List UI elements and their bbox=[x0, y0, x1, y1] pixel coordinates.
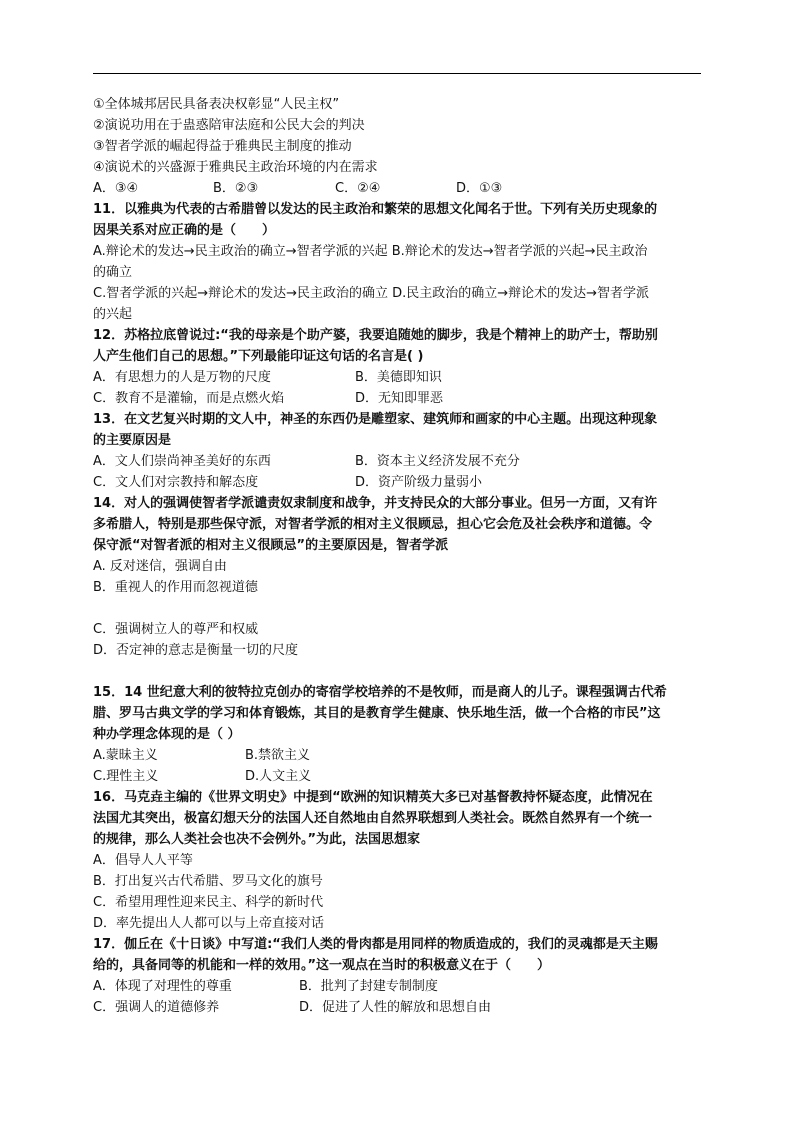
q17-stem-line-1: 17．伽丘在《十日谈》中写道:“我们人类的骨肉都是用同样的物质造成的，我们的灵魂都是天主赐 bbox=[93, 937, 658, 952]
q14-option-a: A. 反对迷信，强调自由 bbox=[93, 559, 227, 574]
q17-option-d: D．促进了人性的解放和思想自由 bbox=[299, 1000, 492, 1015]
q17-stem-line-2: 给的，具备同等的机能和一样的效用。”这一观点在当时的积极意义在于（ ） bbox=[93, 958, 551, 973]
q12-options-row-2 bbox=[93, 388, 705, 409]
q17-option-c: C．强调人的道德修养 bbox=[93, 1000, 220, 1015]
q15-options-row-2 bbox=[93, 766, 705, 787]
statement-3: ③智者学派的崛起得益于雅典民主制度的推动 bbox=[93, 139, 352, 154]
q17-option-b: B．批判了封建专制制度 bbox=[299, 979, 438, 994]
q11-option-line-3: C.智者学派的兴起→辩论术的发达→民主政治的确立 D.民主政治的确立→辩论术的发达→智者学派 bbox=[93, 286, 650, 301]
q14-stem-line-2: 多希腊人，特别是那些保守派，对智者学派的相对主义很顾忌，担心它会危及社会秩序和道德。令 bbox=[93, 517, 653, 532]
q13-options-row-1 bbox=[93, 451, 705, 472]
header-rule bbox=[93, 73, 701, 74]
q12-stem-line-2: 人产生他们自己的思想。”下列最能印证这句话的名言是( ) bbox=[93, 349, 424, 364]
q13-option-c: C．文人们对宗教持和解态度 bbox=[93, 475, 259, 490]
q15-option-b: B.禁欲主义 bbox=[245, 748, 311, 763]
q16-option-c: C．希望用理性迎来民主、科学的新时代 bbox=[93, 895, 324, 910]
q11-option-line-4: 的兴起 bbox=[93, 307, 133, 322]
q10-options bbox=[93, 178, 705, 199]
q13-option-d: D．资产阶级力量弱小 bbox=[355, 475, 483, 490]
q14-option-b: B．重视人的作用而忽视道德 bbox=[93, 580, 258, 595]
q16-stem-line-2: 法国尤其突出，极富幻想天分的法国人还自然地由自然界联想到人类社会。既然自然界有一个统一 bbox=[93, 811, 653, 826]
q11-stem-line-1: 11．以雅典为代表的古希腊曾以发达的民主政治和繁荣的思想文化闻名于世。下列有关历史现象的 bbox=[93, 202, 658, 217]
q15-stem-line-1: 15．14 世纪意大利的彼特拉克创办的寄宿学校培养的不是牧师，而是商人的儿子。课程强调古代希 bbox=[93, 685, 667, 700]
q12-options-row-1 bbox=[93, 367, 705, 388]
q17-options-row-1 bbox=[93, 976, 705, 997]
q14-option-c: C．强调树立人的尊严和权威 bbox=[93, 622, 259, 637]
q11-stem-line-2: 因果关系对应正确的是（ ） bbox=[93, 223, 276, 238]
q17-options-row-2 bbox=[93, 997, 705, 1018]
q15-stem-line-3: 种办学理念体现的是（ ） bbox=[93, 727, 241, 742]
q16-option-a: A．倡导人人平等 bbox=[93, 853, 193, 868]
q15-options-row-1 bbox=[93, 745, 705, 766]
q16-option-b: B．打出复兴古代希腊、罗马文化的旗号 bbox=[93, 874, 323, 889]
q12-option-c: C．教育不是灌输，而是点燃火焰 bbox=[93, 391, 285, 406]
q11-option-line-2: 的确立 bbox=[93, 265, 133, 280]
q12-option-d: D．无知即罪恶 bbox=[355, 391, 444, 406]
q13-stem-line-1: 13．在文艺复兴时期的文人中，神圣的东西仍是雕塑家、建筑师和画家的中心主题。出现这种现象 bbox=[93, 412, 658, 427]
q12-option-b: B．美德即知识 bbox=[355, 370, 442, 385]
q12-option-a: A．有思想力的人是万物的尺度 bbox=[93, 370, 271, 385]
q14-stem-line-1: 14．对人的强调使智者学派谴责奴隶制度和战争，并支持民众的大部分事业。但另一方面，又有许 bbox=[93, 496, 658, 511]
q14-stem-line-3: 保守派“对智者派的相对主义很顾忌”的主要原因是，智者学派 bbox=[93, 538, 449, 553]
q14-option-d: D．否定神的意志是衡量一切的尺度 bbox=[93, 643, 299, 658]
q13-option-a: A．文人们崇尚神圣美好的东西 bbox=[93, 454, 271, 469]
q16-stem-line-3: 的规律，那么人类社会也决不会例外。”为此，法国思想家 bbox=[93, 832, 421, 847]
q16-stem-line-1: 16．马克垚主编的《世界文明史》中提到“欧洲的知识精英大多已对基督教持怀疑态度，此情况在 bbox=[93, 790, 653, 805]
statement-2: ②演说功用在于蛊惑陪审法庭和公民大会的判决 bbox=[93, 118, 365, 133]
q13-stem-line-2: 的主要原因是 bbox=[93, 433, 172, 448]
q10-option-d: D．①③ bbox=[456, 181, 503, 196]
q15-stem-line-2: 腊、罗马古典文学的学习和体育锻炼，其目的是教育学生健康、快乐地生活，做一个合格的市民”这 bbox=[93, 706, 661, 721]
q12-stem-line-1: 12．苏格拉底曾说过:“我的母亲是个助产婆，我要追随她的脚步，我是个精神上的助产士，帮助别 bbox=[93, 328, 658, 343]
question-sheet bbox=[93, 94, 705, 1018]
q10-option-c: C．②④ bbox=[335, 181, 381, 196]
q16-option-d: D．率先提出人人都可以与上帝直接对话 bbox=[93, 916, 325, 931]
q15-option-c: C.理性主义 bbox=[93, 769, 159, 784]
q10-option-a: A．③④ bbox=[93, 181, 139, 196]
q15-option-d: D.人文主义 bbox=[245, 769, 312, 784]
q13-options-row-2 bbox=[93, 472, 705, 493]
statement-4: ④演说术的兴盛源于雅典民主政治环境的内在需求 bbox=[93, 160, 378, 175]
q13-option-b: B．资本主义经济发展不充分 bbox=[355, 454, 520, 469]
q15-option-a: A.蒙昧主义 bbox=[93, 748, 158, 763]
q17-option-a: A．体现了对理性的尊重 bbox=[93, 979, 232, 994]
q11-option-line-1: A.辩论术的发达→民主政治的确立→智者学派的兴起 B.辩论术的发达→智者学派的兴起→民主政治 bbox=[93, 244, 648, 259]
statement-1: ①全体城邦居民具备表决权彰显“人民主权” bbox=[93, 97, 340, 112]
q10-option-b: B．②③ bbox=[213, 181, 259, 196]
